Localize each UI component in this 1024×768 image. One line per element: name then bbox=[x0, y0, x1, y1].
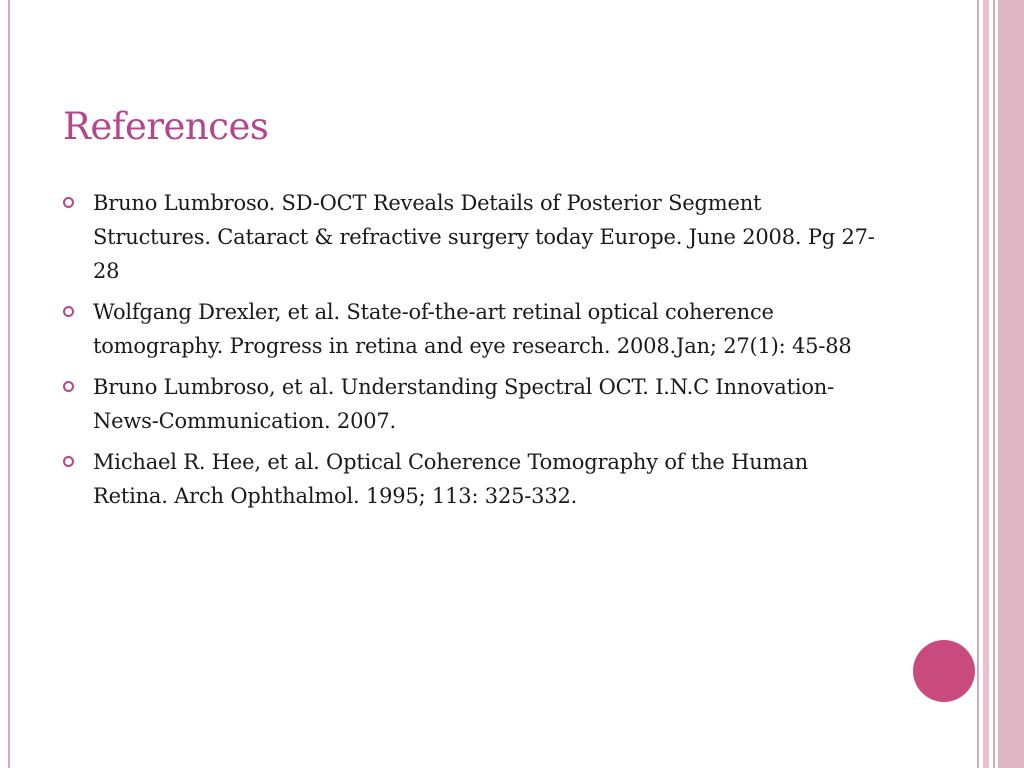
reference-text: Bruno Lumbroso, et al. Understanding Spectral OCT. I.N.C Innovation-News-Communication. 2007. bbox=[93, 375, 835, 433]
references-list bbox=[62, 186, 882, 520]
right-stripe bbox=[993, 0, 995, 768]
reference-item bbox=[62, 295, 882, 363]
reference-item bbox=[62, 445, 882, 513]
right-stripe bbox=[998, 0, 1024, 768]
hollow-circle-bullet-icon bbox=[63, 197, 74, 208]
reference-item bbox=[62, 186, 882, 288]
reference-text: Michael R. Hee, et al. Optical Coherence Tomography of the Human Retina. Arch Ophthalmol. 1995; 113: 325-332. bbox=[93, 450, 808, 508]
slide-title: References bbox=[63, 105, 269, 148]
reference-text: Bruno Lumbroso. SD-OCT Reveals Details of Posterior Segment Structures. Cataract & refractive surgery today Europe. June 2008. Pg 27-28 bbox=[93, 191, 875, 283]
right-stripe bbox=[983, 0, 989, 768]
hollow-circle-bullet-icon bbox=[63, 381, 74, 392]
hollow-circle-bullet-icon bbox=[63, 456, 74, 467]
right-stripe bbox=[977, 0, 979, 768]
reference-text: Wolfgang Drexler, et al. State-of-the-art retinal optical coherence tomography. Progress in retina and eye research. 2008.Jan; 27(1): 45-88 bbox=[93, 300, 852, 358]
hollow-circle-bullet-icon bbox=[63, 306, 74, 317]
left-border-line bbox=[8, 0, 10, 768]
reference-item bbox=[62, 370, 882, 438]
decorative-circle-icon bbox=[913, 640, 975, 702]
